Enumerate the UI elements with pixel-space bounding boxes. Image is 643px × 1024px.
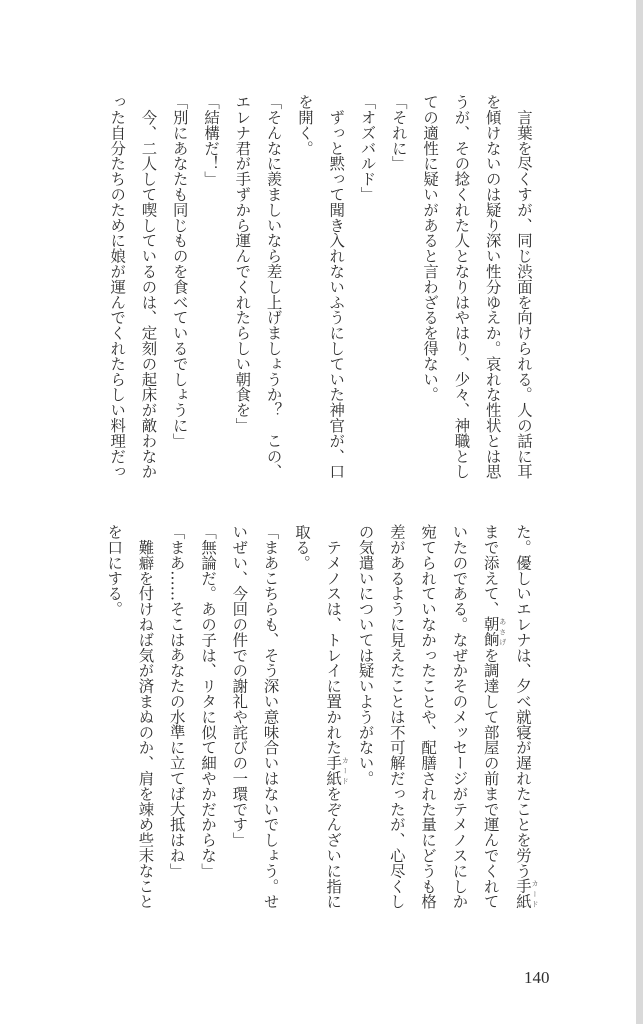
text-line (163, 94, 194, 486)
text-line (101, 94, 132, 486)
text-segment: った自分たちのために娘が運んでくれたらしい料理だっ (108, 94, 127, 479)
text-segment: 「別にあなたも同じものを食べているでしょうに」 (170, 94, 189, 449)
text-line (192, 524, 223, 916)
text-line (132, 94, 163, 486)
text-segment: 宛てられていなかったことや、配膳された量にどうも格 (419, 524, 438, 909)
ruby-annotated-word (481, 616, 507, 648)
ruby-reading: あさげ (498, 616, 507, 648)
text-line (320, 94, 351, 486)
text-segment: 「結構だ！」 (202, 94, 221, 187)
text-segment: 「まあこちらも、そう深い意味合いはないでしょう。せ (261, 524, 280, 909)
text-line (317, 524, 349, 916)
text-segment: 差があるように見えたことは不可解だったが、心尽くし (387, 524, 406, 909)
text-line (508, 94, 539, 486)
text-segment: を傾けないのは疑り深い性分ゆえか。哀れな性状とは思 (483, 94, 502, 479)
text-line (474, 524, 506, 916)
text-line (226, 94, 257, 486)
text-segment: を調達して部屋の前まで運んでくれて (481, 647, 500, 910)
text-segment: 今、二人して喫しているのは、定刻の起床が敵わなか (139, 94, 158, 479)
ruby-reading: カード (341, 755, 350, 786)
text-line (507, 524, 539, 916)
text-line (414, 94, 445, 486)
text-segment: 「それに」 (389, 94, 408, 171)
page-edge (636, 0, 643, 1024)
text-line (443, 524, 474, 916)
text-segment: 難癖を付けねば気が済まぬのか、肩を竦め些末なこと (136, 524, 155, 909)
ruby-reading: カード (531, 878, 539, 909)
text-line (381, 524, 412, 916)
text-segment: ての適性に疑いがあると言わざるを得ない。 (421, 94, 440, 402)
text-segment: 「オズバルド」 (358, 94, 377, 202)
ruby-annotated-word (324, 755, 350, 786)
text-segment: テメノスは、トレイに置かれた (324, 524, 343, 755)
text-line (412, 524, 443, 916)
text-segment: エレナ君が手ずから運んでくれたらしい朝食を」 (233, 94, 252, 433)
text-segment: をぞんざいに指に (324, 785, 343, 910)
text-line (349, 524, 380, 916)
text-segment: まで添えて、 (481, 524, 500, 617)
text-line (223, 524, 254, 916)
text-line (383, 94, 414, 486)
text-line (160, 524, 191, 916)
text-segment: 「まあ……そこはあなたの水準に立てば大抵はね」 (167, 524, 186, 879)
text-segment: の気遣いについては疑いようがない。 (356, 524, 375, 786)
ruby-annotated-word (514, 878, 539, 910)
text-segment: 言葉を尽くすが、同じ渋面を向けられる。人の話に耳 (515, 94, 533, 479)
text-segment: を開く。 (295, 94, 314, 156)
text-line (98, 524, 129, 916)
text-segment: た。優しいエレナは、夕べ就寝が遅れたことを労う (514, 524, 532, 879)
text-segment: 「無論だ。あの子は、リタに似て細やかだからな」 (199, 524, 218, 879)
text-line (254, 524, 285, 916)
text-line (195, 94, 226, 486)
ruby-base: 朝餉 (481, 616, 500, 648)
ruby-base: 手紙 (514, 878, 532, 910)
text-line (286, 524, 317, 916)
page-number: 140 (524, 968, 550, 987)
upper-text-block (101, 94, 539, 486)
text-segment: いぜい、今回の件での謝礼や詫びの一環です」 (230, 524, 249, 848)
text-line (289, 94, 320, 486)
text-segment: を口にする。 (105, 524, 124, 617)
text-line (445, 94, 476, 486)
text-segment: いたのである。なぜかそのメッセージがテメノスにしか (450, 524, 469, 909)
text-line (257, 94, 288, 486)
lower-text-block (98, 524, 539, 916)
text-line (129, 524, 160, 916)
text-line (476, 94, 507, 486)
ruby-base: 手紙 (324, 755, 343, 786)
text-segment: うが、その捻くれた人となりはやはり、少々、神職とし (452, 94, 471, 479)
text-segment: ずっと黙って聞き入れないふうにしていた神官が、口 (327, 94, 346, 479)
text-segment: 「そんなに羨ましいなら差し上げましょうか？ この、 (264, 94, 283, 479)
text-line (351, 94, 382, 486)
text-segment: 取る。 (292, 524, 311, 571)
